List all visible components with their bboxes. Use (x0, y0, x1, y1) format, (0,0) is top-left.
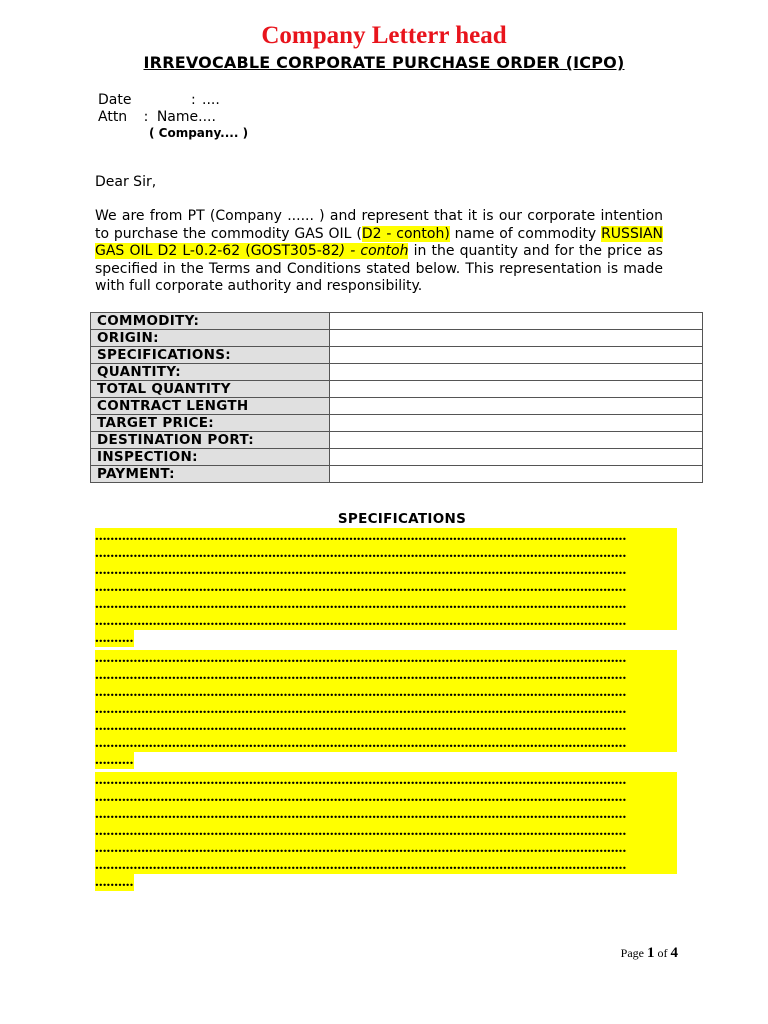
terms-row (91, 398, 703, 415)
page-number (621, 945, 678, 962)
terms-value (330, 449, 703, 466)
placeholder-line: .......................................................................................................................................... (95, 579, 677, 596)
terms-value (330, 398, 703, 415)
terms-value (330, 330, 703, 347)
terms-label: TARGET PRICE: (91, 415, 330, 432)
placeholder-line: .......................................................................................................................................... (95, 596, 677, 613)
date-colon: : (191, 92, 196, 108)
terms-label: COMMODITY: (91, 313, 330, 330)
placeholder-line: .......................................................................................................................................... (95, 735, 677, 752)
terms-table (90, 312, 703, 483)
placeholder-line-short: .......... (95, 752, 134, 768)
placeholder-line: .......................................................................................................................................... (95, 650, 677, 667)
date-label: Date (98, 92, 132, 108)
date-line (98, 92, 220, 109)
placeholder-line: .......................................................................................................................................... (95, 528, 677, 545)
terms-row (91, 449, 703, 466)
highlight-commodity-code: D2 - contoh) (361, 225, 450, 242)
placeholder-line: .......................................................................................................................................... (95, 545, 677, 562)
placeholder-line: .......................................................................................................................................... (95, 718, 677, 735)
terms-label: ORIGIN: (91, 330, 330, 347)
terms-value (330, 432, 703, 449)
terms-row (91, 381, 703, 398)
placeholder-line: .......................................................................................................................................... (95, 806, 677, 823)
terms-row (91, 347, 703, 364)
terms-value (330, 364, 703, 381)
highlight-commodity-name: RUSSIAN GAS OIL D2 L-0.2-62 (GOST305-82 (95, 225, 664, 259)
spec-placeholder-block-2 (95, 650, 677, 774)
placeholder-line-short: .......... (95, 630, 134, 646)
placeholder-line: .......................................................................................................................................... (95, 701, 677, 718)
terms-value (330, 313, 703, 330)
terms-label: CONTRACT LENGTH (91, 398, 330, 415)
intro-text-1: We are from PT (Company ...... ) and represent that it is our corporate intention to purchase the commodity GAS OIL ( (95, 208, 663, 242)
date-value: .... (202, 92, 220, 108)
intro-paragraph (95, 208, 663, 296)
terms-value (330, 466, 703, 483)
terms-row (91, 466, 703, 483)
page-total: 4 (670, 945, 678, 961)
placeholder-line: .......................................................................................................................................... (95, 789, 677, 806)
terms-row (91, 432, 703, 449)
attn-value: Name.... (156, 109, 216, 125)
placeholder-line: .......................................................................................................................................... (95, 840, 677, 857)
placeholder-line-short: .......... (95, 874, 134, 890)
spec-placeholder-block-3 (95, 772, 677, 896)
placeholder-line: .......................................................................................................................................... (95, 857, 677, 874)
company-letterhead: Company Letterr head (261, 22, 507, 49)
terms-row (91, 415, 703, 432)
terms-label: PAYMENT: (91, 466, 330, 483)
terms-label: SPECIFICATIONS: (91, 347, 330, 364)
page-prefix: Page (620, 946, 644, 960)
placeholder-line: .......................................................................................................................................... (95, 823, 677, 840)
salutation: Dear Sir, (95, 174, 157, 190)
placeholder-line: .......................................................................................................................................... (95, 667, 677, 684)
terms-value (330, 381, 703, 398)
terms-label: DESTINATION PORT: (91, 432, 330, 449)
placeholder-line: .......................................................................................................................................... (95, 772, 677, 789)
terms-label: TOTAL QUANTITY (91, 381, 330, 398)
terms-value (330, 415, 703, 432)
spec-placeholder-block-1 (95, 528, 677, 652)
intro-text-2: name of commodity (449, 225, 602, 242)
attn-company: ( Company.... ) (149, 126, 249, 140)
terms-value (330, 347, 703, 364)
page-of: of (657, 946, 668, 960)
intro-text-3: in the quantity and for the price as specified in the Terms and Conditions stated below. This representation is made with full corporate authority and responsibility. (95, 243, 663, 294)
placeholder-line: .......................................................................................................................................... (95, 613, 677, 630)
attn-label: Attn (98, 109, 128, 125)
placeholder-line: .......................................................................................................................................... (95, 684, 677, 701)
terms-label: INSPECTION: (91, 449, 330, 466)
highlight-commodity-suffix: ) - contoh (339, 243, 409, 259)
attn-line (98, 109, 216, 126)
terms-label: QUANTITY: (91, 364, 330, 381)
page-current: 1 (647, 945, 655, 961)
terms-row (91, 313, 703, 330)
attn-colon: : (143, 109, 149, 125)
specifications-heading: SPECIFICATIONS (337, 511, 467, 527)
terms-row (91, 364, 703, 381)
document-title: IRREVOCABLE CORPORATE PURCHASE ORDER (ICPO) (143, 53, 625, 72)
placeholder-line: .......................................................................................................................................... (95, 562, 677, 579)
terms-row (91, 330, 703, 347)
